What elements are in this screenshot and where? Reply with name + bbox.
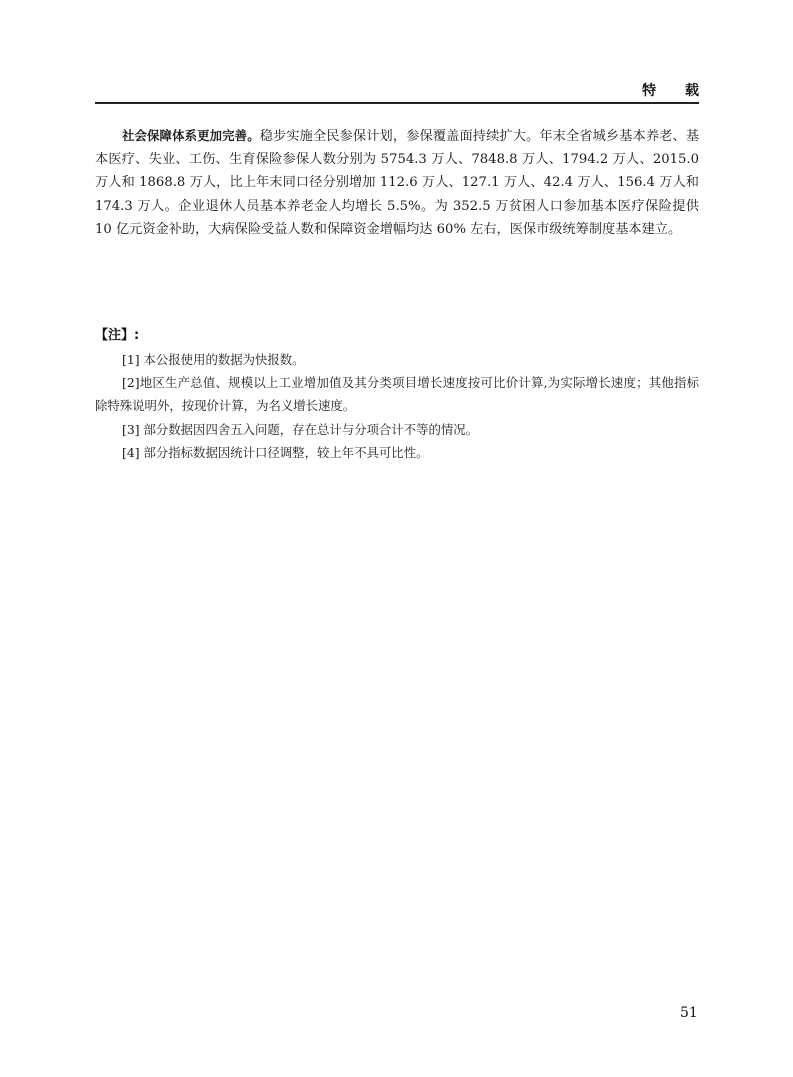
page-number: 51 bbox=[680, 1005, 698, 1021]
notes-section bbox=[95, 325, 699, 464]
paragraph-lead: 社会保障体系更加完善。 bbox=[122, 128, 260, 143]
social-security-paragraph bbox=[95, 124, 699, 241]
notes-title: 【注】: bbox=[95, 328, 140, 343]
note-item-3: [3] 部分数据因四舍五入问题，存在总计与分项合计不等的情况。 bbox=[122, 421, 479, 437]
note-item-1: [1] 本公报使用的数据为快报数。 bbox=[122, 352, 305, 367]
paragraph-text: 稳步实施全民参保计划，参保覆盖面持续扩大。年末全省城乡基本养老、基本医疗、失业、工伤、生育保险参保人数分别为 5754.3 万人、7848.8 万人、1794.2 万人、2015.0 万人和 1868.8 万人，比上年末同口径分别增加 112.6 万人、127.1 万人、42.4 万人、156.4 万人和 174.3 万人。企业退休人员基本养老金人均增长 5.5%。为 352.5 万贫困人口参加基本医疗保险提供 10 亿元资金补助，大病保险受益人数和保障资金增幅均达 60% 左右，医保市级统筹制度基本建立。 bbox=[95, 129, 700, 237]
running-header bbox=[95, 80, 711, 102]
note-item-4: [4] 部分指标数据因统计口径调整，较上年不具可比性。 bbox=[122, 444, 429, 460]
section-title: 特 载 bbox=[642, 83, 711, 99]
header-divider bbox=[95, 102, 699, 104]
note-item-2: [2]地区生产总值、规模以上工业增加值及其分类项目增长速度按可比价计算,为实际增长速度；其他指标除特殊说明外，按现价计算，为名义增长速度。 bbox=[95, 375, 699, 414]
